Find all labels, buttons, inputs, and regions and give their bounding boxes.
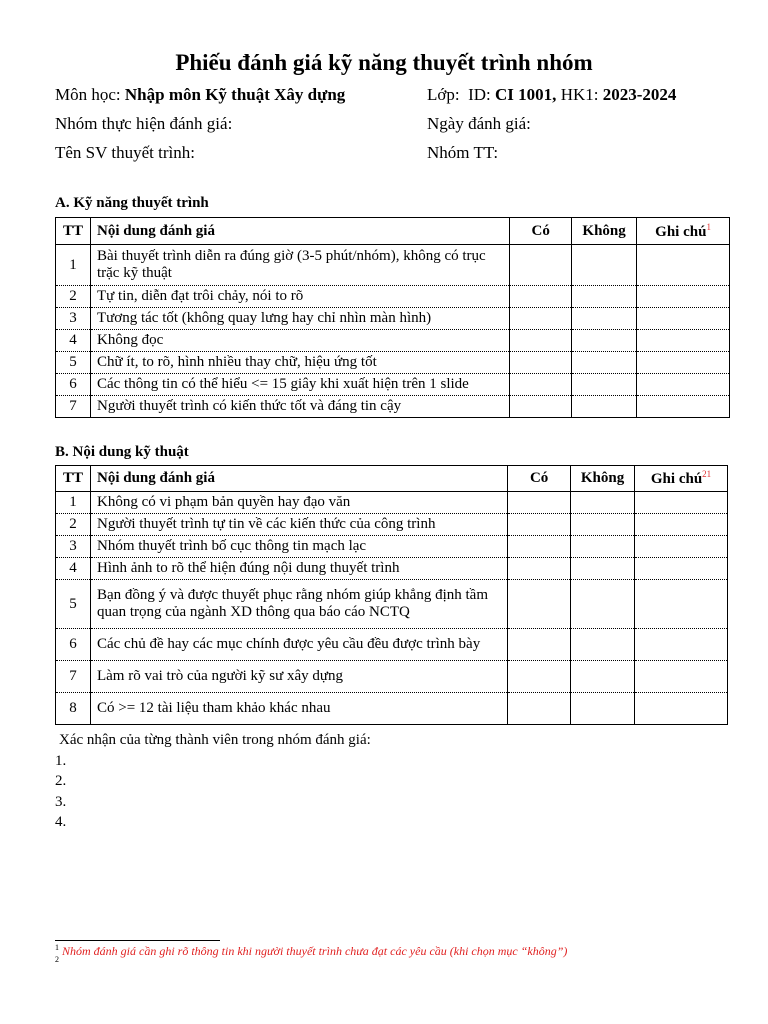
confirmation-list (55, 751, 371, 833)
table-row (56, 580, 728, 629)
row-criterion: Không có vi phạm bản quyền hay đạo văn (90, 492, 507, 514)
col-no: Không (571, 466, 635, 492)
evaluating-group-label: Nhóm thực hiện đánh giá: (55, 114, 233, 133)
col-note: Ghi chú$^1$ (637, 218, 730, 245)
footnote-1-text: Nhóm đánh giá cần ghi rõ thông tin khi người thuyết trình chưa đạt các yêu cầu (khi chọn mục “không”) (62, 944, 568, 958)
row-number: 1 (56, 492, 91, 514)
yes-cell[interactable] (508, 536, 571, 558)
row-criterion: Người thuyết trình tự tin về các kiến thức của công trình (90, 514, 507, 536)
section-a-table (55, 217, 730, 418)
table-row (56, 514, 728, 536)
note-cell[interactable] (637, 352, 730, 374)
table-row (56, 286, 730, 308)
table-row (56, 536, 728, 558)
table-row (56, 374, 730, 396)
col-content: Nội dung đánh giá (90, 218, 509, 245)
row-criterion: Nhóm thuyết trình bố cục thông tin mạch lạc (90, 536, 507, 558)
section-a-heading: A. Kỹ năng thuyết trình (55, 195, 209, 211)
row-number: 4 (56, 330, 91, 352)
confirmation-lead: Xác nhận của từng thành viên trong nhóm đánh giá: (59, 732, 371, 748)
table-row (56, 308, 730, 330)
table-row (56, 245, 730, 286)
yes-cell[interactable] (508, 629, 571, 661)
col-yes: Có (508, 466, 571, 492)
table-row (56, 330, 730, 352)
note-cell[interactable] (635, 514, 728, 536)
table-row (56, 492, 728, 514)
table-row (56, 396, 730, 418)
yes-cell[interactable] (510, 374, 572, 396)
confirmation-item: 3. (55, 793, 67, 810)
note-cell[interactable] (635, 661, 728, 693)
term-value: 2023-2024 (602, 85, 677, 104)
col-tt: TT (56, 466, 91, 492)
note-cell[interactable] (635, 492, 728, 514)
note-cell[interactable] (637, 286, 730, 308)
col-note: Ghi chú$^{21}$ (635, 466, 728, 492)
row-criterion: Không đọc (90, 330, 509, 352)
note-cell[interactable] (637, 308, 730, 330)
row-number: 3 (56, 308, 91, 330)
eval-date-label: Ngày đánh giá: (427, 114, 531, 133)
yes-cell[interactable] (508, 514, 571, 536)
no-cell[interactable] (571, 514, 635, 536)
note-cell[interactable] (635, 580, 728, 629)
footnote-separator (55, 940, 220, 941)
course-line (55, 85, 345, 105)
page-title: Phiếu đánh giá kỹ năng thuyết trình nhóm (175, 50, 593, 75)
footnote-1 (55, 943, 567, 959)
note-cell[interactable] (637, 330, 730, 352)
yes-cell[interactable] (508, 693, 571, 725)
yes-cell[interactable] (508, 492, 571, 514)
no-cell[interactable] (572, 396, 637, 418)
yes-cell[interactable] (508, 558, 571, 580)
section-a-rows (56, 245, 730, 418)
yes-cell[interactable] (510, 245, 572, 286)
no-cell[interactable] (572, 374, 637, 396)
no-cell[interactable] (572, 286, 637, 308)
class-label: Lớp: (427, 85, 460, 104)
row-number: 3 (56, 536, 91, 558)
no-cell[interactable] (572, 245, 637, 286)
col-no: Không (572, 218, 637, 245)
yes-cell[interactable] (510, 396, 572, 418)
no-cell[interactable] (571, 580, 635, 629)
note-cell[interactable] (637, 374, 730, 396)
presenter-label: Tên SV thuyết trình: (55, 143, 195, 162)
table-row (56, 629, 728, 661)
col-tt: TT (56, 218, 91, 245)
class-line (427, 85, 676, 105)
no-cell[interactable] (571, 629, 635, 661)
row-criterion: Bạn đồng ý và được thuyết phục rằng nhóm giúp khẳng định tầm quan trọng của ngành XD thông qua báo cáo NCTQ (90, 580, 507, 629)
table-row (56, 661, 728, 693)
row-criterion: Bài thuyết trình diễn ra đúng giờ (3-5 phút/nhóm), không có trục trặc kỹ thuật (90, 245, 509, 286)
no-cell[interactable] (571, 536, 635, 558)
row-criterion: Làm rõ vai trò của người kỹ sư xây dựng (90, 661, 507, 693)
yes-cell[interactable] (510, 308, 572, 330)
yes-cell[interactable] (508, 580, 571, 629)
note-cell[interactable] (635, 629, 728, 661)
yes-cell[interactable] (510, 286, 572, 308)
term-label: HK1: (560, 85, 599, 104)
row-number: 6 (56, 629, 91, 661)
row-criterion: Hình ảnh to rõ thể hiện đúng nội dung thuyết trình (90, 558, 507, 580)
confirmation-block (55, 730, 371, 833)
section-b-heading: B. Nội dung kỹ thuật (55, 444, 189, 460)
no-cell[interactable] (571, 661, 635, 693)
row-criterion: Tự tin, diễn đạt trôi chảy, nói to rõ (90, 286, 509, 308)
row-number: 4 (56, 558, 91, 580)
footnote-ref: 21 (702, 469, 712, 479)
note-cell[interactable] (635, 536, 728, 558)
presenting-group-label: Nhóm TT: (427, 143, 499, 162)
row-criterion: Các chủ đề hay các mục chính được yêu cầu đều được trình bày (90, 629, 507, 661)
row-criterion: Có >= 12 tài liệu tham khảo khác nhau (90, 693, 507, 725)
row-number: 1 (56, 245, 91, 286)
course-label: Môn học: (55, 85, 121, 104)
row-number: 6 (56, 374, 91, 396)
row-criterion: Các thông tin có thể hiểu <= 15 giây khi xuất hiện trên 1 slide (90, 374, 509, 396)
no-cell[interactable] (571, 492, 635, 514)
footnote-ref: 1 (706, 221, 711, 232)
table-row (56, 558, 728, 580)
no-cell[interactable] (572, 330, 637, 352)
note-cell[interactable] (635, 693, 728, 725)
row-number: 2 (56, 286, 91, 308)
row-number: 7 (56, 661, 91, 693)
confirmation-item: 2. (55, 773, 67, 789)
no-cell[interactable] (571, 558, 635, 580)
section-b-rows (56, 492, 728, 725)
note-cell[interactable] (637, 396, 730, 418)
table-row (56, 693, 728, 725)
row-criterion: Chữ ít, to rõ, hình nhiều thay chữ, hiệu ứng tốt (90, 352, 509, 374)
footnote-2 (55, 955, 59, 971)
no-cell[interactable] (571, 693, 635, 725)
no-cell[interactable] (572, 308, 637, 330)
yes-cell[interactable] (510, 352, 572, 374)
footnote-2-mark: 2 (55, 955, 59, 964)
row-number: 8 (56, 693, 91, 725)
footnote-1-mark: 1 (55, 943, 59, 952)
course-value: Nhập môn Kỹ thuật Xây dựng (124, 85, 346, 104)
section-b-table (55, 465, 728, 725)
yes-cell[interactable] (508, 661, 571, 693)
row-number: 5 (56, 352, 91, 374)
id-label: ID: (468, 85, 491, 104)
note-cell[interactable] (635, 558, 728, 580)
no-cell[interactable] (572, 352, 637, 374)
row-number: 7 (56, 396, 91, 418)
yes-cell[interactable] (510, 330, 572, 352)
id-value: CI 1001, (495, 85, 557, 104)
confirmation-item: 1. (55, 752, 67, 769)
col-content: Nội dung đánh giá (90, 466, 507, 492)
confirmation-item: 4. (55, 814, 67, 830)
note-cell[interactable] (637, 245, 730, 286)
row-number: 2 (56, 514, 91, 536)
table-row (56, 352, 730, 374)
col-yes: Có (510, 218, 572, 245)
row-criterion: Tương tác tốt (không quay lưng hay chỉ nhìn màn hình) (90, 308, 509, 330)
row-criterion: Người thuyết trình có kiến thức tốt và đáng tin cậy (90, 396, 509, 418)
row-number: 5 (56, 580, 91, 629)
